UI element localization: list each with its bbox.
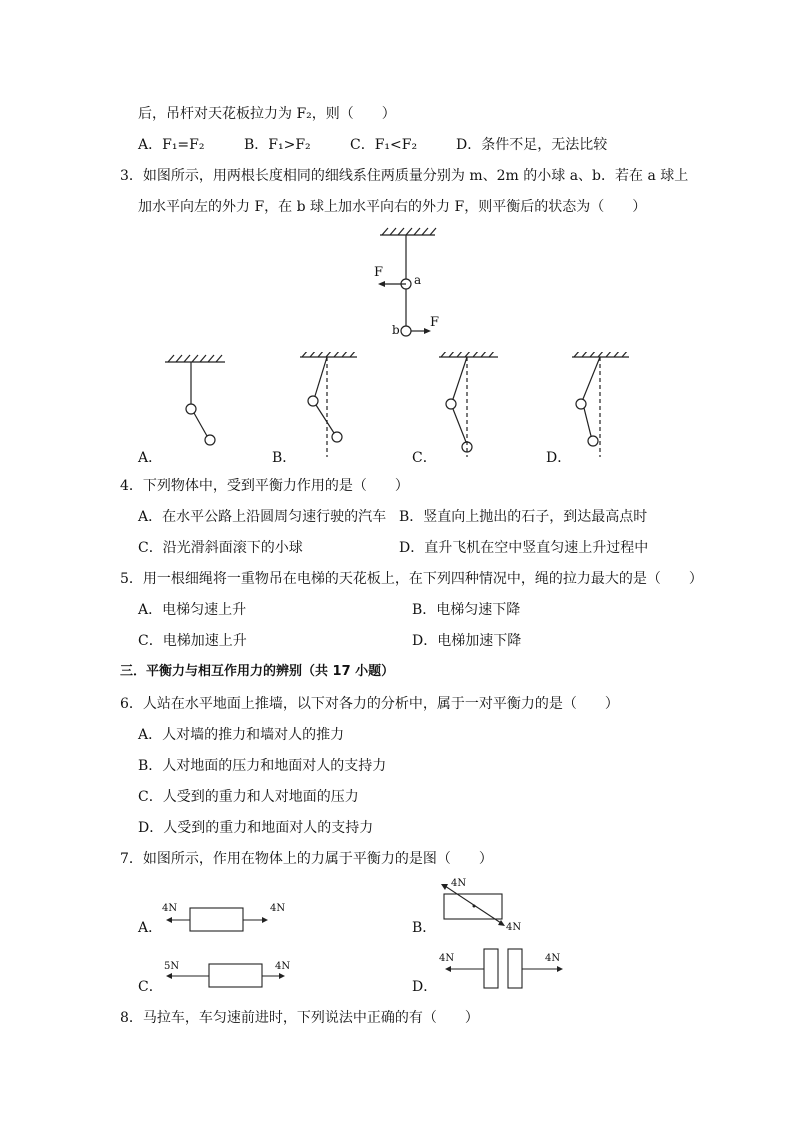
q7-c-right-force: 4N (275, 961, 291, 972)
q2-continuation: 后，吊杆对天花板拉力为 F₂，则（ ） (138, 106, 396, 122)
q7-c-left-force: 5N (164, 961, 180, 972)
q3-ball-a-label: a (414, 273, 422, 287)
q4-option-d: D．直升飞机在空中竖直匀速上升过程中 (399, 540, 649, 556)
q3-ball-b-label: b (392, 323, 400, 337)
q6-stem: 6．人站在水平地面上推墙，以下对各力的分析中，属于一对平衡力的是（ ） (120, 696, 619, 712)
q5-option-d: D．电梯加速下降 (412, 633, 522, 649)
q2-option-b: B．F₁>F₂ (244, 137, 311, 153)
q3-option-d-figure (569, 352, 639, 462)
q4-stem: 4．下列物体中，受到平衡力作用的是（ ） (120, 478, 409, 494)
q7-b-bottom-force: 4N (506, 922, 522, 933)
q7-option-a-label: A． (138, 920, 163, 936)
q3-force-label-left: F (374, 265, 384, 280)
q5-option-c: C．电梯加速上升 (138, 633, 247, 649)
q3-force-label-right: F (430, 315, 440, 330)
q3-option-d-label: D． (546, 450, 572, 466)
q5-option-b: B．电梯匀速下降 (412, 602, 521, 618)
q3-stem-line2: 加水平向左的外力 F，在 b 球上加水平向右的外力 F，则平衡后的状态为（ ） (138, 199, 647, 215)
q7-stem: 7．如图所示，作用在物体上的力属于平衡力的是图（ ） (120, 851, 493, 867)
q3-option-c-label: C． (412, 450, 437, 466)
q2-option-a: A．F₁=F₂ (138, 137, 205, 153)
q7-option-b-label: B． (412, 920, 437, 936)
q4-option-c: C．沿光滑斜面滚下的小球 (138, 540, 303, 556)
q2-option-d: D．条件不足，无法比较 (456, 137, 608, 153)
q4-option-b: B．竖直向上抛出的石子，到达最高点时 (399, 509, 648, 525)
q3-option-a-figure (160, 352, 230, 462)
q5-stem: 5．用一根细绳将一重物吊在电梯的天花板上，在下列四种情况中，绳的拉力最大的是（ ） (120, 571, 703, 587)
q7-d-left-force: 4N (439, 953, 455, 964)
q8-stem: 8．马拉车，车匀速前进时，下列说法中正确的有（ ） (120, 1010, 479, 1026)
q7-a-left-force: 4N (162, 903, 178, 914)
q5-option-a: A．电梯匀速上升 (138, 602, 247, 618)
q3-option-b-label: B． (272, 450, 297, 466)
q7-figure-a (160, 900, 280, 940)
q3-option-b-figure (297, 352, 367, 462)
q4-option-a: A．在水平公路上沿圆周匀速行驶的汽车 (138, 509, 387, 525)
q7-figure-c (162, 958, 292, 998)
q7-a-right-force: 4N (270, 903, 286, 914)
q3-stem-line1: 3．如图所示，用两根长度相同的细线系住两质量分别为 m、2m 的小球 a、b．若在 a 球上 (120, 168, 689, 184)
q6-option-a: A．人对墙的推力和墙对人的推力 (138, 727, 345, 743)
q6-option-d: D．人受到的重力和地面对人的支持力 (138, 820, 374, 836)
q6-option-c: C．人受到的重力和人对地面的压力 (138, 789, 359, 805)
q7-option-c-label: C． (138, 979, 163, 995)
q7-option-d-label: D． (412, 979, 438, 995)
q6-option-b: B．人对地面的压力和地面对人的支持力 (138, 758, 387, 774)
q3-option-a-label: A． (138, 450, 163, 466)
section-3-heading: 三．平衡力与相互作用力的辨别（共 17 小题） (120, 664, 395, 679)
q7-b-top-force: 4N (451, 878, 467, 889)
q2-option-c: C．F₁<F₂ (350, 137, 418, 153)
q3-option-c-figure (436, 352, 506, 462)
q7-d-right-force: 4N (545, 953, 561, 964)
